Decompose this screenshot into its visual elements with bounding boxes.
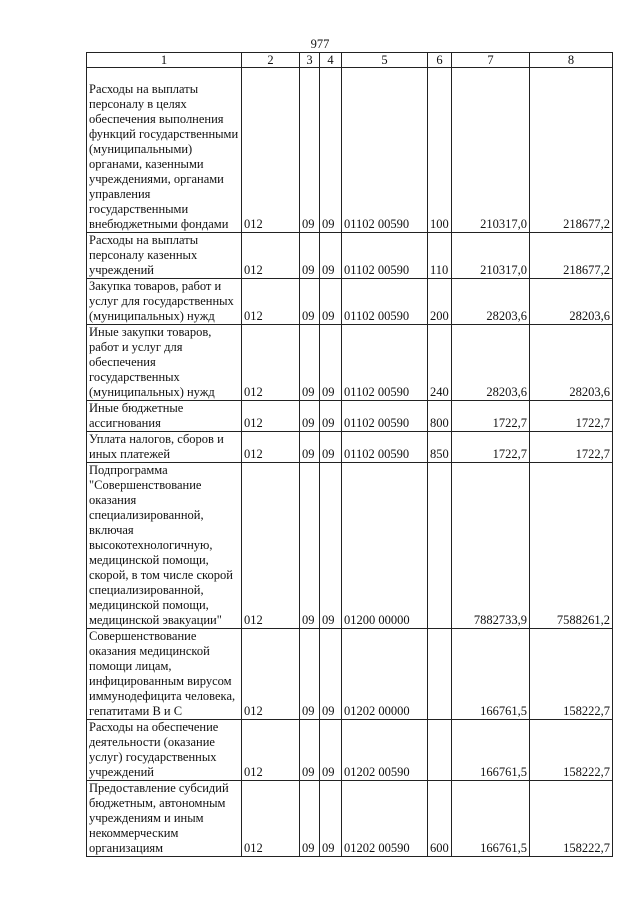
row-name: Предоставление субсидий бюджетным, автономным учреждениям и иным некоммерческим организациям xyxy=(87,781,242,857)
row-vr: 200 xyxy=(428,279,452,325)
row-name: Расходы на выплаты персоналу в целях обеспечения выполнения функций государственными (муниципальными) органами, казенными учреждениями, органами управления государственными внебюджетными фондами xyxy=(87,68,242,233)
row-sum1: 210317,0 xyxy=(452,68,530,233)
row-ved: 012 xyxy=(242,279,300,325)
row-csr: 01102 00590 xyxy=(342,233,428,279)
row-pr: 09 xyxy=(320,629,342,720)
row-pr: 09 xyxy=(320,781,342,857)
row-name: Уплата налогов, сборов и иных платежей xyxy=(87,432,242,463)
row-name: Расходы на обеспечение деятельности (оказание услуг) государственных учреждений xyxy=(87,720,242,781)
header-cell: 8 xyxy=(530,53,613,68)
row-sum2: 218677,2 xyxy=(530,233,613,279)
table-row xyxy=(87,233,613,279)
row-pr: 09 xyxy=(320,325,342,401)
row-csr: 01102 00590 xyxy=(342,279,428,325)
header-cell: 2 xyxy=(242,53,300,68)
row-sum2: 158222,7 xyxy=(530,781,613,857)
row-rz: 09 xyxy=(300,401,320,432)
row-sum2: 7588261,2 xyxy=(530,463,613,629)
row-csr: 01202 00590 xyxy=(342,720,428,781)
row-rz: 09 xyxy=(300,233,320,279)
row-pr: 09 xyxy=(320,463,342,629)
row-sum2: 218677,2 xyxy=(530,68,613,233)
row-vr: 800 xyxy=(428,401,452,432)
row-sum1: 1722,7 xyxy=(452,401,530,432)
row-vr: 600 xyxy=(428,781,452,857)
row-vr xyxy=(428,629,452,720)
table-row xyxy=(87,68,613,233)
row-rz: 09 xyxy=(300,279,320,325)
row-ved: 012 xyxy=(242,781,300,857)
row-sum2: 1722,7 xyxy=(530,432,613,463)
row-sum2: 158222,7 xyxy=(530,629,613,720)
header-cell: 6 xyxy=(428,53,452,68)
header-cell: 7 xyxy=(452,53,530,68)
row-pr: 09 xyxy=(320,720,342,781)
row-vr: 100 xyxy=(428,68,452,233)
row-sum2: 28203,6 xyxy=(530,279,613,325)
row-sum1: 1722,7 xyxy=(452,432,530,463)
table-row xyxy=(87,401,613,432)
row-sum2: 158222,7 xyxy=(530,720,613,781)
header-cell: 5 xyxy=(342,53,428,68)
row-csr: 01202 00000 xyxy=(342,629,428,720)
row-name: Расходы на выплаты персоналу казенных учреждений xyxy=(87,233,242,279)
row-ved: 012 xyxy=(242,463,300,629)
row-ved: 012 xyxy=(242,325,300,401)
row-sum1: 166761,5 xyxy=(452,629,530,720)
row-rz: 09 xyxy=(300,432,320,463)
row-csr: 01200 00000 xyxy=(342,463,428,629)
row-csr: 01102 00590 xyxy=(342,325,428,401)
row-name: Закупка товаров, работ и услуг для государственных (муниципальных) нужд xyxy=(87,279,242,325)
row-csr: 01202 00590 xyxy=(342,781,428,857)
row-sum1: 28203,6 xyxy=(452,325,530,401)
budget-table xyxy=(86,52,613,857)
row-ved: 012 xyxy=(242,401,300,432)
row-vr: 240 xyxy=(428,325,452,401)
row-pr: 09 xyxy=(320,233,342,279)
table-row xyxy=(87,279,613,325)
table-row xyxy=(87,432,613,463)
header-cell: 1 xyxy=(87,53,242,68)
table-row xyxy=(87,629,613,720)
row-sum2: 28203,6 xyxy=(530,325,613,401)
row-ved: 012 xyxy=(242,233,300,279)
row-pr: 09 xyxy=(320,279,342,325)
row-vr: 850 xyxy=(428,432,452,463)
row-sum2: 1722,7 xyxy=(530,401,613,432)
row-pr: 09 xyxy=(320,432,342,463)
row-rz: 09 xyxy=(300,781,320,857)
row-ved: 012 xyxy=(242,629,300,720)
row-rz: 09 xyxy=(300,463,320,629)
row-sum1: 166761,5 xyxy=(452,781,530,857)
row-csr: 01102 00590 xyxy=(342,401,428,432)
table-row xyxy=(87,781,613,857)
row-rz: 09 xyxy=(300,68,320,233)
row-rz: 09 xyxy=(300,629,320,720)
row-vr xyxy=(428,720,452,781)
row-vr: 110 xyxy=(428,233,452,279)
header-row xyxy=(87,53,613,68)
table-row xyxy=(87,463,613,629)
row-sum1: 7882733,9 xyxy=(452,463,530,629)
row-csr: 01102 00590 xyxy=(342,432,428,463)
header-cell: 4 xyxy=(320,53,342,68)
row-sum1: 210317,0 xyxy=(452,233,530,279)
row-sum1: 28203,6 xyxy=(452,279,530,325)
row-pr: 09 xyxy=(320,401,342,432)
page-number: 977 xyxy=(310,37,330,51)
row-csr: 01102 00590 xyxy=(342,68,428,233)
row-rz: 09 xyxy=(300,720,320,781)
table-row xyxy=(87,720,613,781)
row-rz: 09 xyxy=(300,325,320,401)
row-vr xyxy=(428,463,452,629)
row-name: Совершенствование оказания медицинской помощи лицам, инфицированным вирусом иммунодефицита человека, гепатитами В и С xyxy=(87,629,242,720)
row-ved: 012 xyxy=(242,720,300,781)
row-ved: 012 xyxy=(242,68,300,233)
header-cell: 3 xyxy=(300,53,320,68)
row-name: Иные бюджетные ассигнования xyxy=(87,401,242,432)
row-sum1: 166761,5 xyxy=(452,720,530,781)
table-row xyxy=(87,325,613,401)
row-name: Иные закупки товаров, работ и услуг для обеспечения государственных (муниципальных) нужд xyxy=(87,325,242,401)
row-name: Подпрограмма "Совершенствование оказания специализированной, включая высокотехнологичную, медицинской помощи, скорой, в том числе скорой специализированной, медицинской помощи, медицинской эвакуации" xyxy=(87,463,242,629)
row-pr: 09 xyxy=(320,68,342,233)
row-ved: 012 xyxy=(242,432,300,463)
